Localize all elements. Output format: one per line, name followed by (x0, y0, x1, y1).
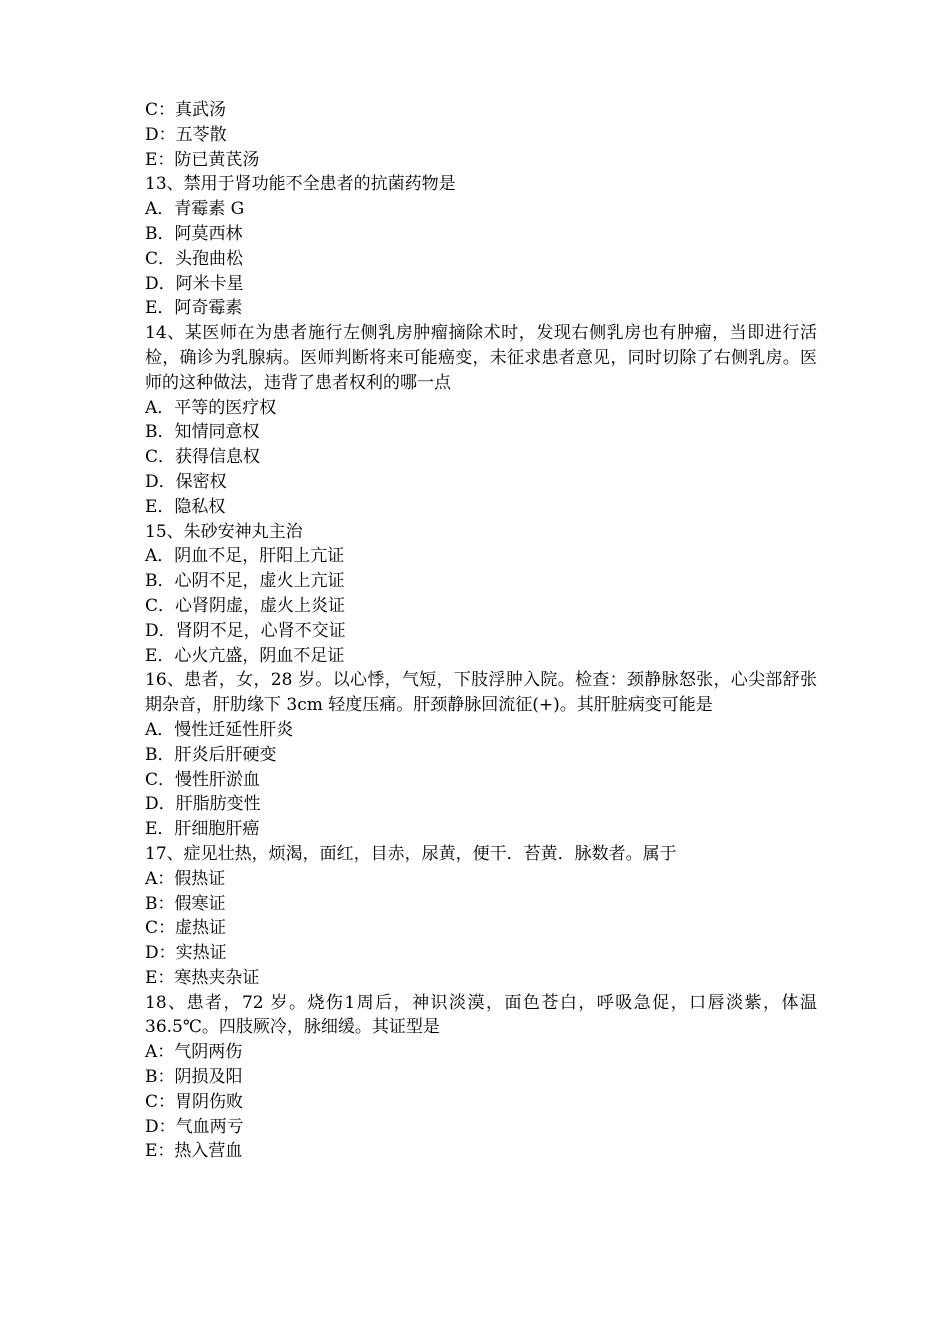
question-14-option-a: A．平等的医疗权 (145, 397, 277, 418)
question-16-option-a: A．慢性迁延性肝炎 (145, 719, 294, 740)
document-body (145, 98, 823, 1164)
question-13-option-e: E．阿奇霉素 (145, 298, 243, 319)
question-15-option-c: C．心肾阴虚，虚火上炎证 (145, 595, 346, 616)
option-e-fangji-huangqi-tang: E：防已黄芪汤 (145, 149, 260, 170)
question-17: 17、症见壮热，烦渴，面红，目赤，尿黄，便干．苔黄．脉数者。属于 (145, 843, 677, 864)
question-13-option-a: A．青霉素 G (145, 199, 245, 220)
question-18-option-e: E：热入营血 (145, 1141, 243, 1162)
question-16-option-e: E．肝细胞肝癌 (145, 819, 260, 840)
question-15-option-a: A．阴血不足，肝阳上亢证 (145, 546, 345, 567)
question-15-option-e: E．心火亢盛，阴血不足证 (145, 645, 345, 666)
question-13-option-b: B．阿莫西林 (145, 223, 243, 244)
question-16: 16、患者，女，28 岁。以心悸，气短，下肢浮肿入院。检查：颈静脉怒张，心尖部舒张期杂音，肝肋缘下 3cm 轻度压痛。肝颈静脉回流征(+)。其肝脏病变可能是 (145, 670, 817, 716)
question-17-option-b: B：假寒证 (145, 893, 226, 914)
question-14-option-b: B．知情同意权 (145, 422, 260, 443)
question-16-option-b: B．肝炎后肝硬变 (145, 744, 277, 765)
question-18-option-a: A：气阴两伤 (145, 1042, 243, 1063)
question-14-option-d: D．保密权 (145, 471, 227, 492)
question-18-option-b: B：阴损及阳 (145, 1067, 243, 1088)
question-16-option-c: C．慢性肝淤血 (145, 769, 261, 790)
question-14-option-e: E．隐私权 (145, 496, 226, 517)
question-17-option-e: E：寒热夹杂证 (145, 967, 260, 988)
question-15: 15、朱砂安神丸主治 (145, 521, 303, 542)
option-c-zhenwu-tang: C：真武汤 (145, 100, 227, 120)
question-13: 13、禁用于肾功能不全患者的抗菌药物是 (145, 174, 456, 195)
question-18: 18、患者，72 岁。烧伤1周后，神识淡漠，面色苍白，呼吸急促，口唇淡紫，体温 36.5℃。四肢厥冷，脉细缓。其证型是 (145, 992, 823, 1038)
question-14-option-c: C．获得信息权 (145, 447, 261, 468)
question-16-option-d: D．肝脂肪变性 (145, 794, 261, 815)
question-17-option-a: A：假热证 (145, 868, 226, 889)
question-15-option-d: D．肾阴不足，心肾不交证 (145, 620, 346, 641)
option-d-wuling-san: D：五苓散 (145, 124, 227, 145)
question-14: 14、某医师在为患者施行左侧乳房肿瘤摘除术时，发现右侧乳房也有肿瘤，当即进行活检，确诊为乳腺病。医师判断将来可能癌变，未征求患者意见，同时切除了右侧乳房。医师的这种做法，违背了患者权利的哪一点 (145, 323, 817, 393)
question-17-option-d: D：实热证 (145, 943, 227, 964)
question-13-option-d: D．阿米卡星 (145, 273, 244, 294)
question-18-option-c: C：胃阴伤败 (145, 1091, 244, 1112)
question-15-option-b: B．心阴不足，虚火上亢证 (145, 571, 345, 592)
question-13-option-c: C．头孢曲松 (145, 248, 244, 269)
question-17-option-c: C：虚热证 (145, 918, 227, 939)
question-18-option-d: D：气血两亏 (145, 1116, 244, 1137)
